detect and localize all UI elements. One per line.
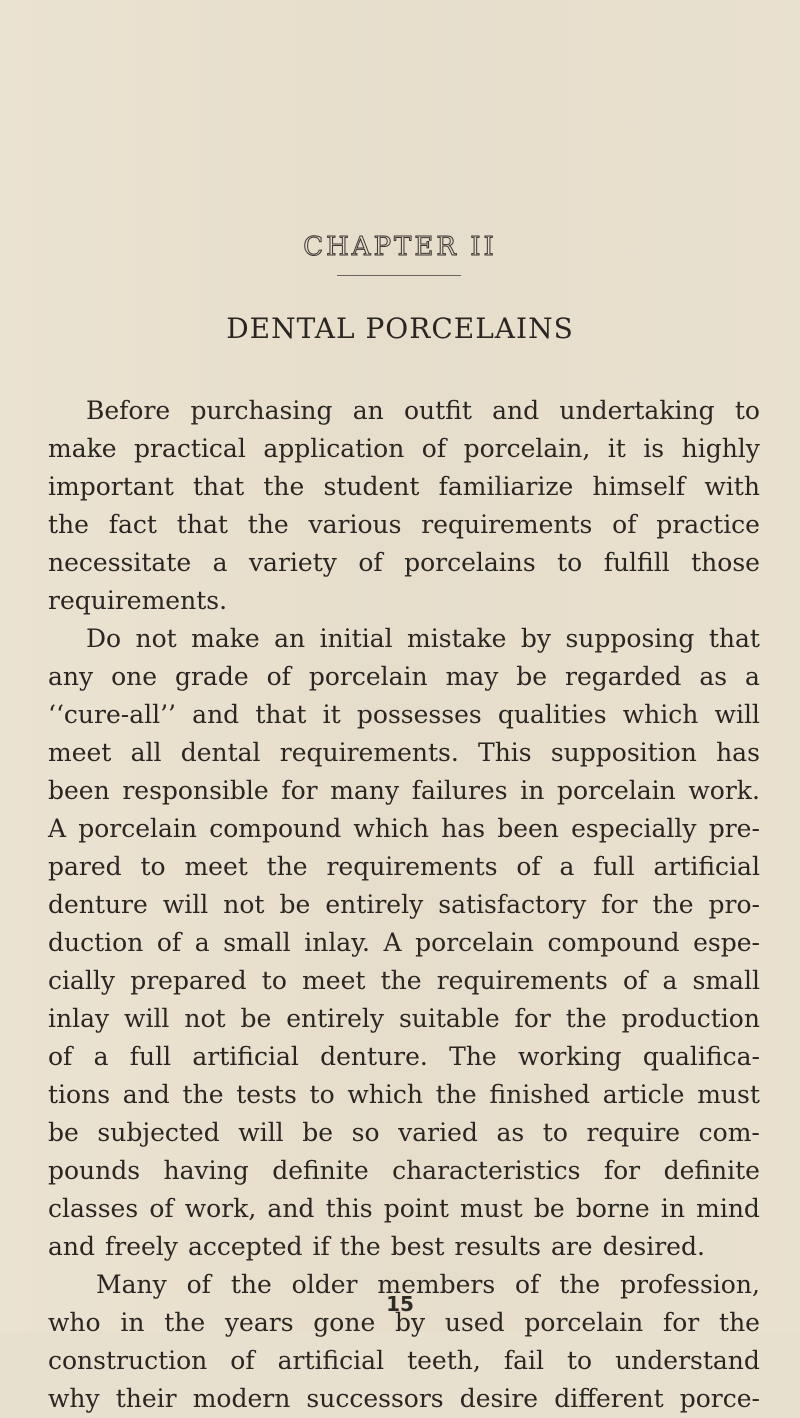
word: which — [622, 700, 699, 729]
word: not — [135, 624, 177, 653]
word: dental — [180, 738, 261, 767]
word: working — [517, 1042, 622, 1071]
word: which — [353, 814, 430, 843]
word: grade — [174, 662, 249, 691]
word: the — [719, 1308, 760, 1337]
word: members — [377, 1270, 496, 1299]
word: Many — [96, 1270, 167, 1299]
word: of — [358, 548, 383, 577]
word: Do — [86, 624, 122, 653]
word: pro- — [708, 890, 760, 919]
word: as — [699, 662, 728, 691]
word: production — [621, 1004, 760, 1033]
text-line — [48, 848, 760, 886]
word: one — [111, 662, 158, 691]
word: to — [140, 852, 166, 881]
word: a — [212, 548, 228, 577]
word: pared — [48, 852, 122, 881]
word: satisfactory — [438, 890, 587, 919]
word: initial — [319, 624, 393, 653]
word: full — [593, 852, 635, 881]
word: work, — [184, 1194, 257, 1223]
word: full — [129, 1042, 172, 1071]
word: the — [247, 510, 289, 539]
word: fact — [108, 510, 157, 539]
word: and — [48, 1232, 96, 1261]
word: be — [533, 1194, 565, 1223]
text-line — [48, 962, 760, 1000]
word: the — [565, 1004, 607, 1033]
word: an — [274, 624, 306, 653]
word: A — [383, 928, 402, 957]
word: freely — [105, 1232, 178, 1261]
text-line — [48, 658, 760, 696]
word: require — [586, 1118, 681, 1147]
word: not — [223, 890, 265, 919]
word: fail — [503, 1346, 544, 1375]
text-line — [48, 544, 760, 582]
word: to — [261, 966, 287, 995]
word: the — [652, 890, 694, 919]
word: point — [383, 1194, 449, 1223]
word: meet — [184, 852, 248, 881]
word: a — [93, 1042, 109, 1071]
word: borne — [575, 1194, 650, 1223]
word: inlay — [48, 1004, 110, 1033]
text-line — [48, 506, 760, 544]
word: of — [48, 1042, 73, 1071]
word: practical — [134, 434, 246, 463]
word: of — [266, 662, 291, 691]
word: it — [607, 434, 626, 463]
text-line — [48, 392, 760, 430]
word: work. — [688, 776, 760, 805]
word: must — [697, 1080, 760, 1109]
word: which — [347, 1080, 424, 1109]
word: subjected — [97, 1118, 220, 1147]
word: of — [156, 928, 182, 957]
word: the — [230, 1270, 272, 1299]
word: that — [255, 700, 307, 729]
word: of — [516, 852, 541, 881]
word: porcelain — [415, 928, 534, 957]
word: to — [734, 396, 760, 425]
word: porcelain — [524, 1308, 644, 1337]
text-line — [48, 1380, 760, 1418]
word: definite — [272, 1156, 369, 1185]
word: will — [162, 890, 209, 919]
word: porcelains — [404, 548, 536, 577]
word: classes — [48, 1194, 139, 1223]
word: for — [663, 1308, 700, 1337]
word: for — [514, 1004, 551, 1033]
word: requirements — [326, 852, 498, 881]
text-line — [48, 1342, 760, 1380]
word: small — [692, 966, 760, 995]
word: understand — [615, 1346, 760, 1375]
word: of — [612, 510, 637, 539]
word: A — [48, 814, 67, 843]
heading-divider — [337, 275, 461, 276]
word: finished — [489, 1080, 590, 1109]
word: purchasing — [190, 396, 333, 425]
word: results — [454, 1232, 541, 1261]
word: ‘‘cure-all’’ — [48, 700, 176, 729]
word: The — [449, 1042, 497, 1071]
word: different — [554, 1384, 664, 1413]
word: especially — [571, 814, 697, 843]
word: tests — [236, 1080, 297, 1109]
word: meet — [48, 738, 112, 767]
word: in — [120, 1308, 145, 1337]
word: to — [309, 1080, 335, 1109]
text-line — [48, 734, 760, 772]
word: the — [182, 1080, 224, 1109]
word: porcelain — [308, 662, 428, 691]
word: are — [550, 1232, 593, 1261]
word: outfit — [403, 396, 472, 425]
word: espe- — [693, 928, 760, 957]
word: be — [279, 890, 311, 919]
word: the — [559, 1270, 601, 1299]
text-line — [48, 1190, 760, 1228]
word: be — [516, 662, 548, 691]
word: requirements — [436, 966, 608, 995]
word: desire — [459, 1384, 539, 1413]
text-line — [48, 1000, 760, 1038]
word: article — [602, 1080, 685, 1109]
word: the — [164, 1308, 206, 1337]
text-line — [48, 1228, 760, 1266]
word: must — [460, 1194, 523, 1223]
word: a — [745, 662, 760, 691]
word: a — [194, 928, 210, 957]
chapter-heading: CHAPTER II — [303, 232, 497, 262]
word: the — [380, 966, 422, 995]
word: of — [186, 1270, 211, 1299]
word: older — [291, 1270, 358, 1299]
word: artificial — [192, 1042, 299, 1071]
word: suitable — [398, 1004, 500, 1033]
word: desired. — [602, 1232, 705, 1261]
word: responsible — [122, 776, 269, 805]
word: any — [48, 662, 94, 691]
word: fulfill — [603, 548, 670, 577]
text-line — [48, 430, 760, 468]
word: himself — [592, 472, 686, 501]
word: if — [312, 1232, 330, 1261]
word: student — [323, 472, 420, 501]
word: entirely — [286, 1004, 385, 1033]
word: be — [48, 1118, 79, 1147]
word: all — [130, 738, 162, 767]
word: qualifica- — [642, 1042, 760, 1071]
word: modern — [192, 1384, 291, 1413]
word: duction — [48, 928, 144, 957]
text-line — [48, 886, 760, 924]
word: an — [352, 396, 384, 425]
word: This — [478, 738, 532, 767]
word: to — [557, 548, 583, 577]
text-line — [48, 620, 760, 658]
word: qualities — [497, 700, 607, 729]
word: to — [542, 1118, 568, 1147]
word: in — [660, 1194, 685, 1223]
word: has — [441, 814, 486, 843]
word: supposition — [550, 738, 697, 767]
word: and — [267, 1194, 315, 1223]
word: prepared — [130, 966, 247, 995]
word: has — [716, 738, 760, 767]
text-line — [48, 468, 760, 506]
word: may — [445, 662, 499, 691]
word: mistake — [407, 624, 507, 653]
word: of — [622, 966, 648, 995]
word: varied — [398, 1118, 478, 1147]
word: be — [302, 1118, 334, 1147]
word: practice — [656, 510, 760, 539]
word: best — [390, 1232, 445, 1261]
word: used — [444, 1308, 505, 1337]
word: by — [395, 1308, 426, 1337]
word: been — [497, 814, 559, 843]
word: familiarize — [438, 472, 574, 501]
word: compound — [547, 928, 680, 957]
word: to — [566, 1346, 593, 1375]
word: porce- — [679, 1384, 760, 1413]
word: of — [421, 434, 447, 463]
word: characteristics — [392, 1156, 581, 1185]
page-number: 15 — [386, 1292, 414, 1316]
word: requirements. — [279, 738, 459, 767]
word: a — [559, 852, 575, 881]
word: the — [435, 1080, 477, 1109]
text-line — [48, 810, 760, 848]
word: inlay. — [304, 928, 370, 957]
word: in — [520, 776, 545, 805]
word: pounds — [48, 1156, 141, 1185]
word: will — [124, 1004, 170, 1033]
word: years — [224, 1308, 294, 1337]
word: the — [339, 1232, 381, 1261]
word: and — [122, 1080, 170, 1109]
word: denture — [48, 890, 148, 919]
word: not — [184, 1004, 226, 1033]
word: highly — [681, 434, 760, 463]
word: cially — [48, 966, 116, 995]
section-title: DENTAL PORCELAINS — [226, 312, 574, 345]
word: application — [263, 434, 405, 463]
word: that — [176, 510, 228, 539]
word: possesses — [356, 700, 482, 729]
word: for — [281, 776, 318, 805]
word: having — [163, 1156, 249, 1185]
word: as — [496, 1118, 525, 1147]
word: been — [48, 776, 110, 805]
word: be — [240, 1004, 272, 1033]
word: Before — [86, 396, 171, 425]
word: com- — [698, 1118, 760, 1147]
word: of — [149, 1194, 174, 1223]
word: successors — [306, 1384, 444, 1413]
word: artificial — [277, 1346, 385, 1375]
word: tions — [48, 1080, 111, 1109]
word: entirely — [325, 890, 424, 919]
word: it — [322, 700, 341, 729]
word: so — [351, 1118, 380, 1147]
word: is — [643, 434, 665, 463]
word: this — [325, 1194, 373, 1223]
word: artificial — [653, 852, 760, 881]
word: requirements — [421, 510, 593, 539]
word: by — [520, 624, 552, 653]
word: with — [704, 472, 760, 501]
word: porcelain — [78, 814, 198, 843]
word: supposing — [565, 624, 695, 653]
word: and — [192, 700, 240, 729]
word: porcelain, — [463, 434, 591, 463]
word: profession, — [620, 1270, 760, 1299]
word: who — [48, 1308, 101, 1337]
word: accepted — [187, 1232, 303, 1261]
word: gone — [313, 1308, 376, 1337]
word: and — [492, 396, 540, 425]
word: necessitate — [48, 548, 192, 577]
word: various — [308, 510, 402, 539]
text-line — [48, 772, 760, 810]
text-line — [48, 1038, 760, 1076]
word: pre- — [708, 814, 760, 843]
word: meet — [302, 966, 366, 995]
word: variety — [248, 548, 337, 577]
word: definite — [663, 1156, 760, 1185]
word: undertaking — [559, 396, 715, 425]
word: important — [48, 472, 174, 501]
word: mind — [696, 1194, 760, 1223]
text-line — [48, 1152, 760, 1190]
word: why — [48, 1384, 100, 1413]
word: for — [603, 1156, 641, 1185]
word: a — [662, 966, 678, 995]
word: of — [515, 1270, 540, 1299]
word: make — [48, 434, 117, 463]
word: for — [601, 890, 638, 919]
word: the — [263, 472, 305, 501]
text-line — [48, 924, 760, 962]
word: will — [238, 1118, 284, 1147]
word: many — [330, 776, 400, 805]
word: of — [230, 1346, 255, 1375]
word: requirements. — [48, 586, 228, 615]
word: denture. — [320, 1042, 428, 1071]
text-line — [48, 582, 760, 620]
word: that — [708, 624, 760, 653]
word: the — [266, 852, 308, 881]
word: construction — [48, 1346, 208, 1375]
text-line — [48, 696, 760, 734]
word: teeth, — [407, 1346, 481, 1375]
word: the — [48, 510, 89, 539]
word: their — [115, 1384, 177, 1413]
word: that — [193, 472, 245, 501]
word: porcelain — [556, 776, 676, 805]
text-line — [48, 1114, 760, 1152]
word: those — [691, 548, 760, 577]
word: regarded — [565, 662, 682, 691]
word: small — [223, 928, 291, 957]
word: failures — [411, 776, 508, 805]
body-text — [48, 392, 760, 1418]
text-line — [48, 1076, 760, 1114]
word: compound — [209, 814, 342, 843]
word: will — [714, 700, 760, 729]
word: make — [191, 624, 260, 653]
